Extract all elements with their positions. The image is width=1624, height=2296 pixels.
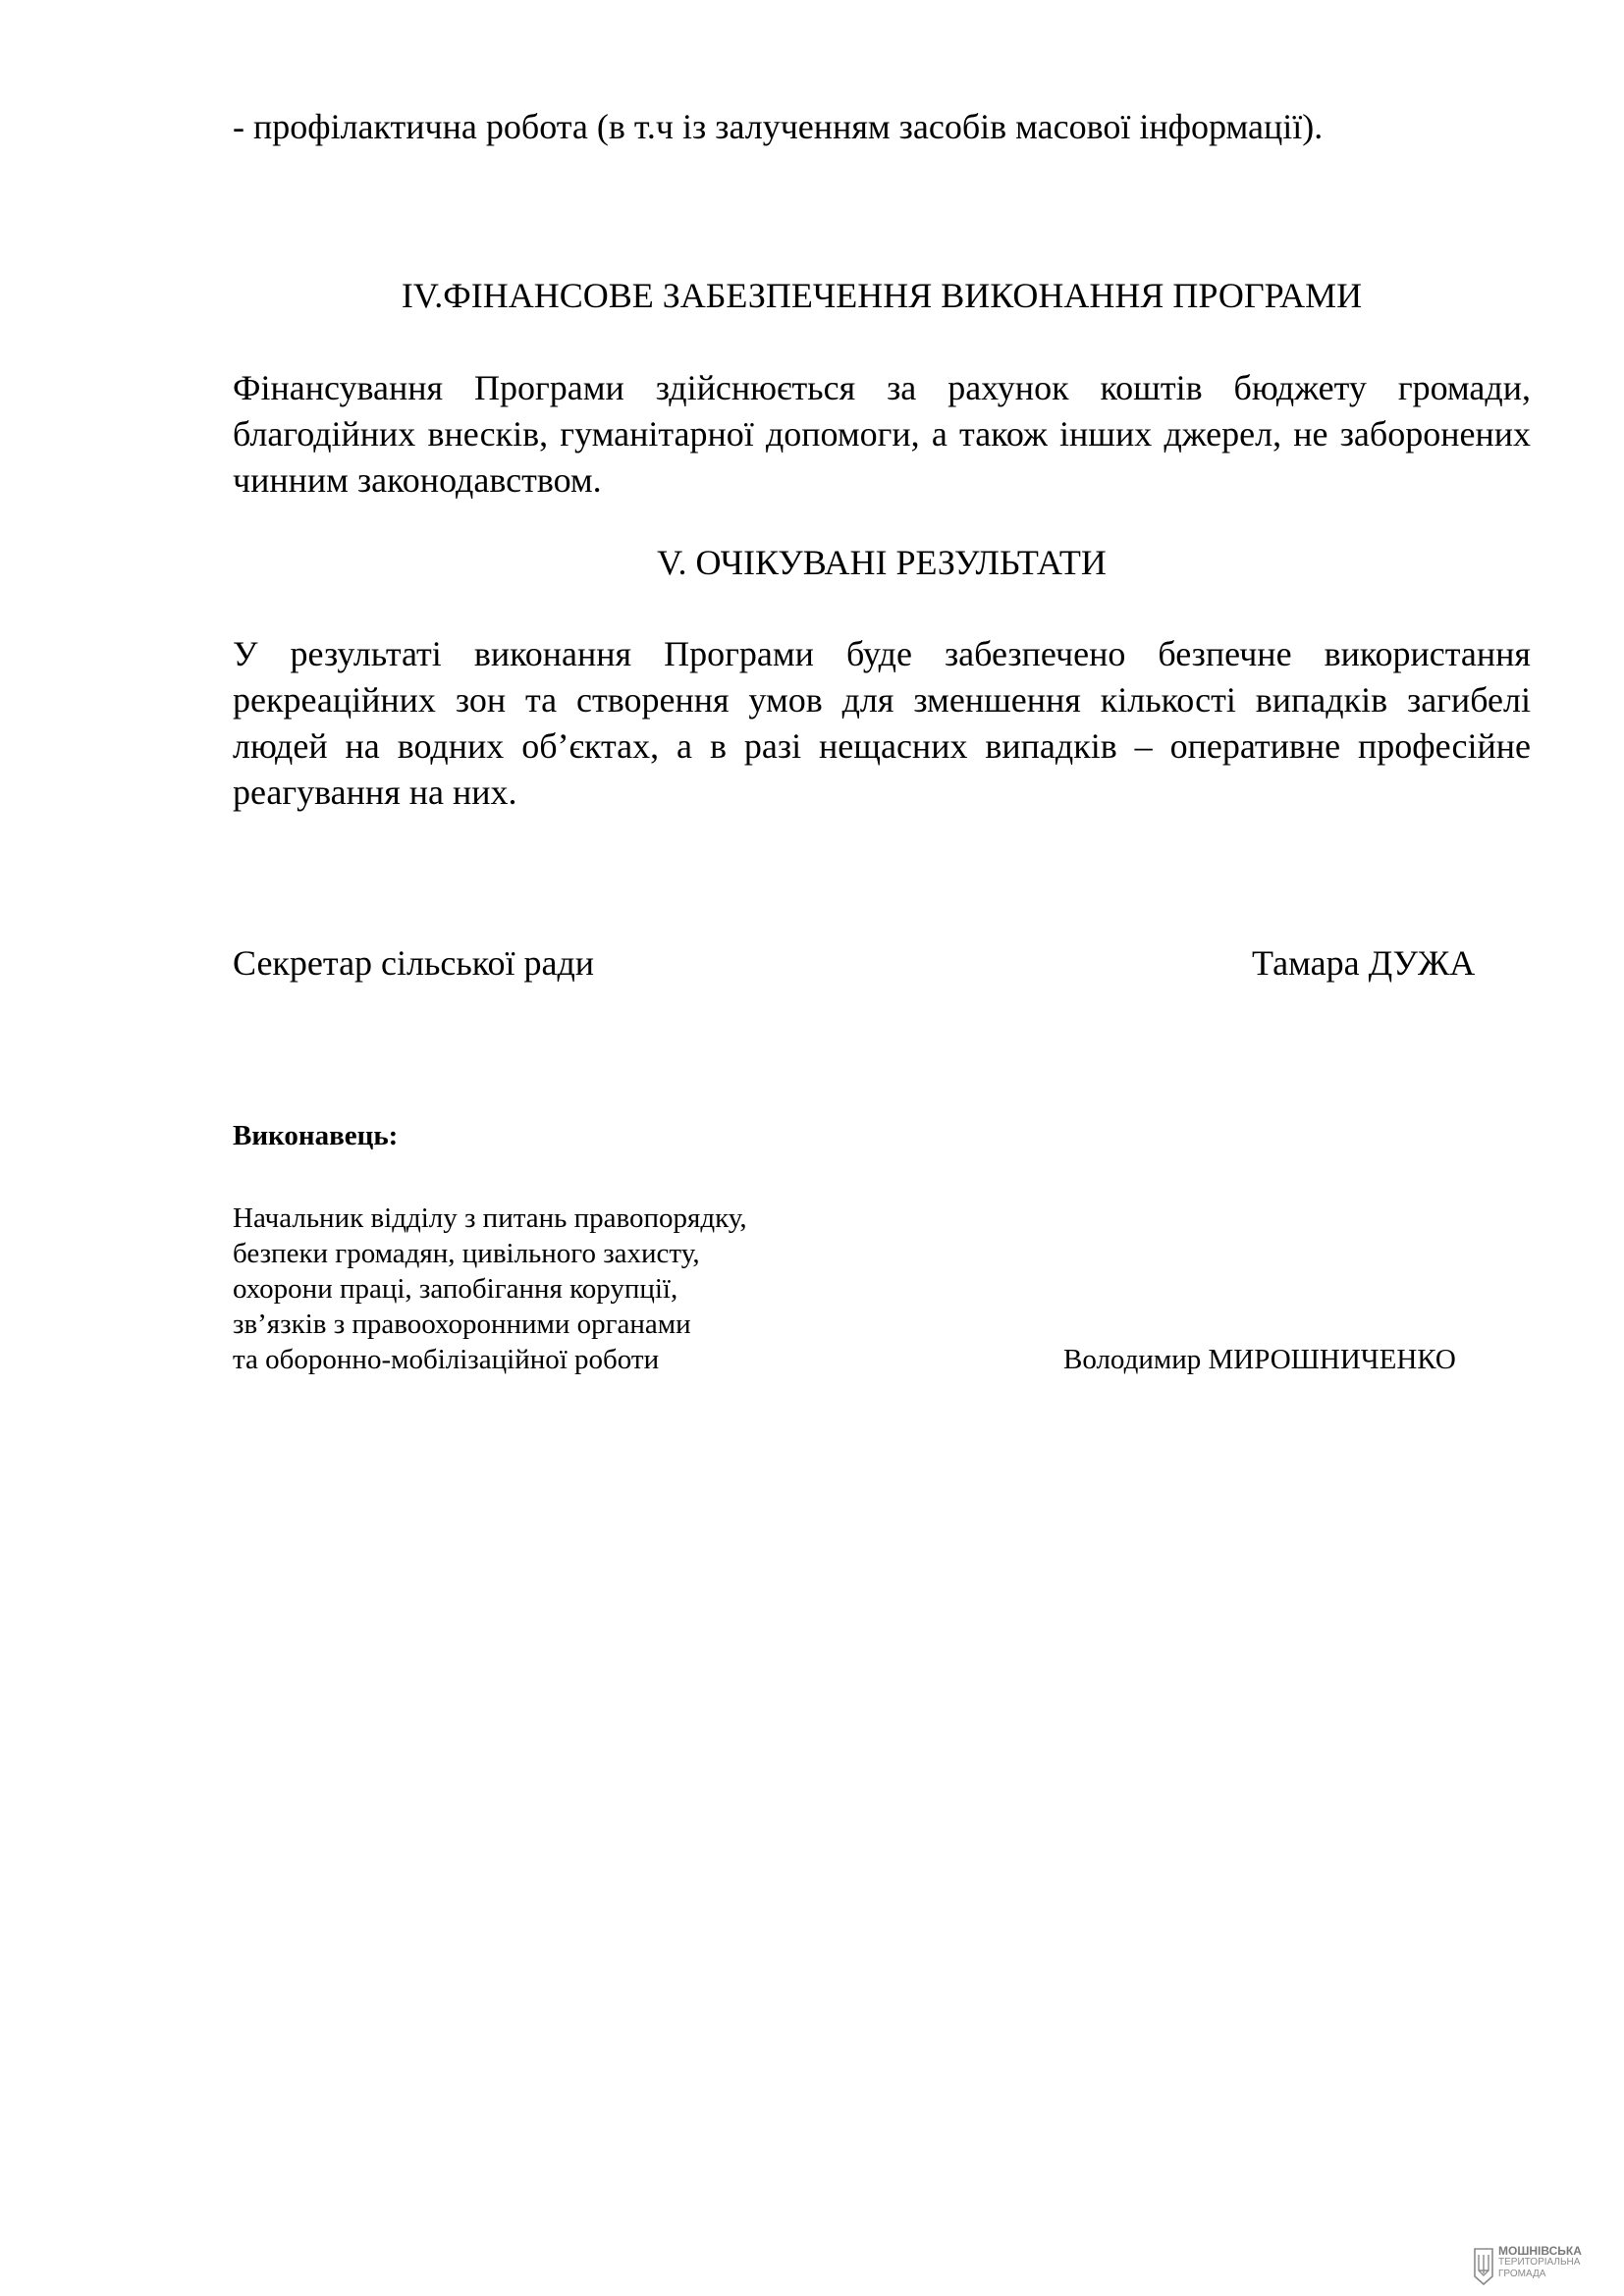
watermark-line-1: МОШНІВСЬКА <box>1498 2244 1582 2258</box>
section-5-title: V. ОЧІКУВАНІ РЕЗУЛЬТАТИ <box>657 543 1107 582</box>
executor-position-block <box>233 1201 920 1377</box>
signature-position: Секретар сільської ради <box>233 943 595 983</box>
executor-position-line: безпеки громадян, цивільного захисту, <box>233 1238 700 1269</box>
watermark-line-3: ГРОМАДА <box>1498 2269 1546 2279</box>
section-4-text: Фінансування Програми здійснюється за рахунок коштів бюджету громади, благодійних внесків, гуманітарної допомоги, а також інших джерел, не заборонених чинним законодавством. <box>233 368 1531 500</box>
executor-label: Виконавець: <box>233 1120 399 1151</box>
trident-emblem-icon <box>1473 2247 1494 2286</box>
watermark-text <box>1498 2245 1582 2280</box>
prevention-line: - профілактична робота (в т.ч із залученням засобів масової інформації). <box>233 107 1324 146</box>
watermark-line-2: ТЕРИТОРІАЛЬНА <box>1498 2257 1581 2268</box>
executor-position-line: та оборонно-мобілізаційної роботи <box>233 1344 660 1375</box>
executor-position-line: зв’язків з правоохоронними органами <box>233 1308 691 1340</box>
executor-position-line: охорони праці, запобігання корупції, <box>233 1273 678 1305</box>
community-watermark-logo <box>1473 2245 1620 2290</box>
section-4-title: IV.ФІНАНСОВЕ ЗАБЕЗПЕЧЕННЯ ВИКОНАННЯ ПРОГРАМИ <box>401 276 1363 315</box>
signature-name: Тамара ДУЖА <box>1252 943 1476 983</box>
executor-position-line: Начальник відділу з питань правопорядку, <box>233 1202 747 1234</box>
executor-name: Володимир МИРОШНИЧЕНКО <box>1063 1344 1456 1375</box>
section-5-text: У результаті виконання Програми буде забезпечено безпечне використання рекреаційних зон та створення умов для зменшення кількості випадків загибелі людей на водних об’єктах, а в разі нещасних випадків – оперативне професійне реагування на них. <box>233 634 1531 812</box>
